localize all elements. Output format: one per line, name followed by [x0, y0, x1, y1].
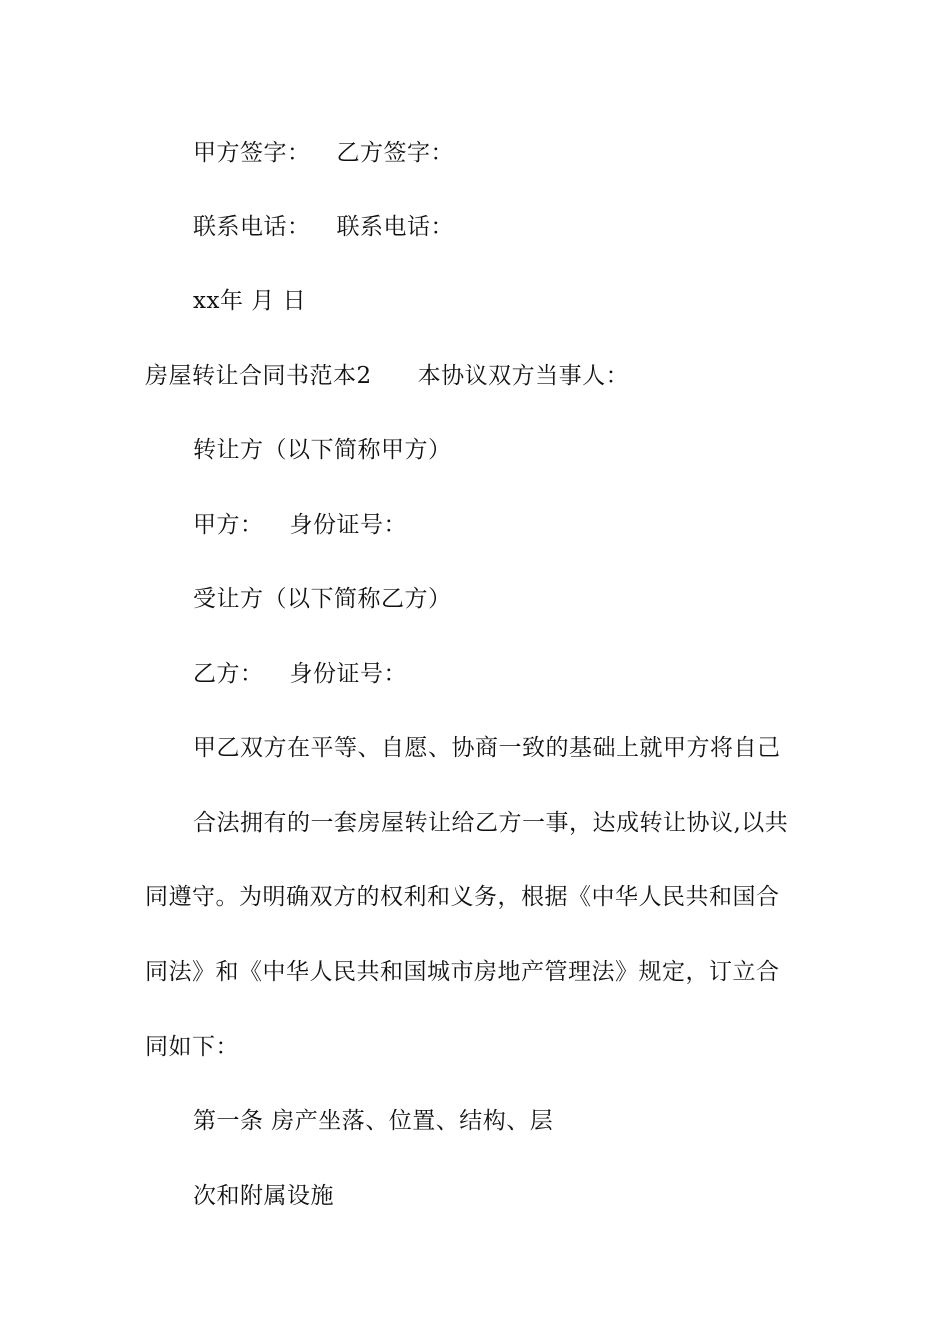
body-line-4: 同法》和《中华人民共和国城市房地产管理法》规定，订立合	[145, 959, 780, 985]
contract-title: 房屋转让合同书范本2	[145, 363, 372, 389]
date-line: xx年 月 日	[193, 288, 307, 314]
party-b-row	[193, 659, 407, 689]
party-b-signature-label: 乙方签字：	[336, 140, 454, 166]
party-b-id-label: 身份证号：	[289, 661, 407, 687]
body-line-2: 合法拥有的一套房屋转让给乙方一事，达成转让协议,以共	[193, 810, 789, 836]
article-one-line-2: 次和附属设施	[193, 1183, 334, 1209]
transferor-line: 转让方（以下简称甲方）	[193, 437, 452, 463]
heading-row	[145, 361, 629, 391]
party-a-id-label: 身份证号：	[289, 512, 407, 538]
party-b-phone-label: 联系电话：	[336, 214, 454, 240]
parties-intro: 本协议双方当事人：	[417, 363, 630, 389]
body-line-3: 同遵守。为明确双方的权利和义务，根据《中华人民共和国合	[145, 884, 780, 910]
phone-row	[193, 212, 454, 242]
body-line-1: 甲乙双方在平等、自愿、协商一致的基础上就甲方将自己	[193, 735, 781, 761]
party-b-label: 乙方：	[193, 661, 264, 687]
transferee-line: 受让方（以下简称乙方）	[193, 586, 452, 612]
body-line-5: 同如下：	[145, 1034, 239, 1060]
party-a-row	[193, 510, 407, 540]
party-a-signature-label: 甲方签字：	[193, 140, 311, 166]
party-a-label: 甲方：	[193, 512, 264, 538]
article-one-line-1: 第一条 房产坐落、位置、结构、层	[193, 1108, 554, 1134]
party-a-phone-label: 联系电话：	[193, 214, 311, 240]
signature-row	[193, 138, 454, 168]
